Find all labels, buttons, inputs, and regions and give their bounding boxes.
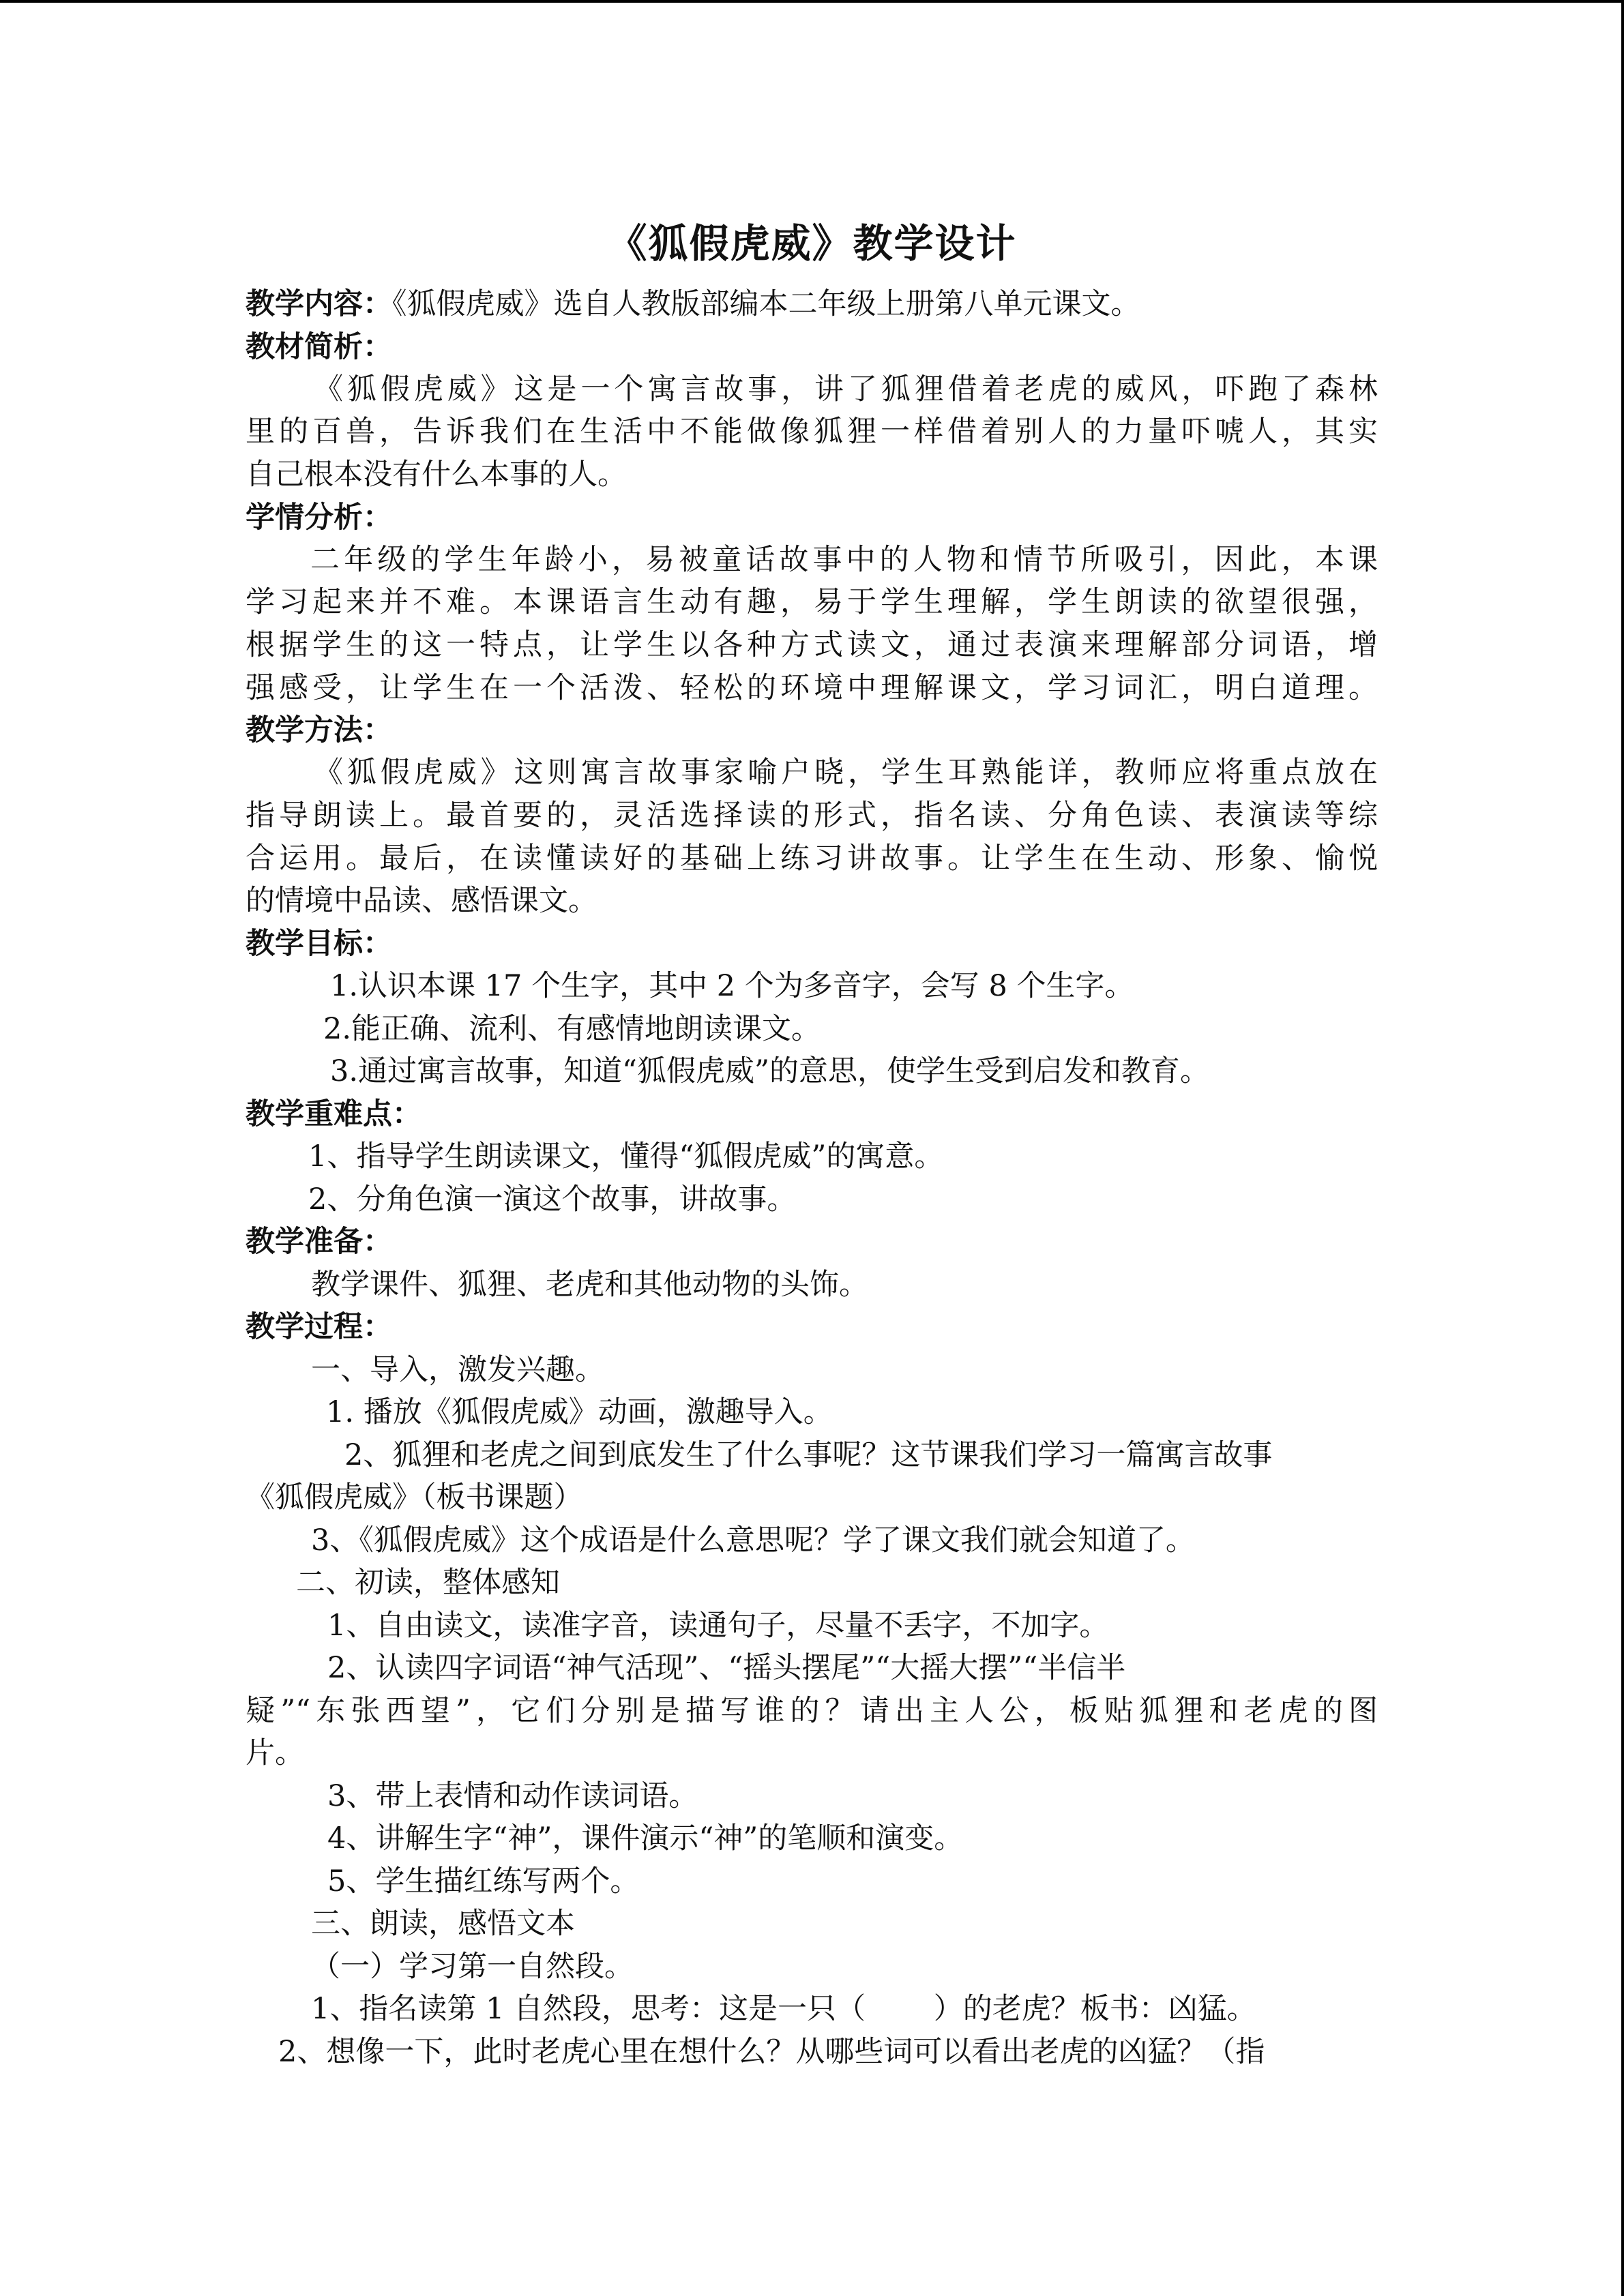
prep-heading: 教学准备：	[246, 1225, 392, 1259]
students-line: 根据学生的这一特点，让学生以各种方式读文，通过表演来理解部分词语，增	[246, 628, 1378, 662]
process-line: 二、初读，整体感知	[296, 1566, 560, 1600]
process-line: 2、想像一下，此时老虎心里在想什么？从哪些词可以看出老虎的凶猛？（指	[278, 2035, 1265, 2069]
process-line: 1、自由读文，读准字音，读通句子，尽量不丢字，不加字。	[327, 1609, 1109, 1643]
material-line: 自己根本没有什么本事的人。	[246, 458, 627, 492]
goal-item: 1.认识本课 17 个生字，其中 2 个为多音字，会写 8 个生字。	[330, 969, 1134, 1003]
process-line: 2、认读四字词语“神气活现”、“摇头摆尾”“大摇大摆”“半信半	[327, 1651, 1126, 1685]
goal-item: 2.能正确、流利、有感情地朗读课文。	[323, 1012, 821, 1046]
process-line: 5、学生描红练写两个。	[327, 1864, 640, 1898]
process-line: 3、带上表情和动作读词语。	[327, 1779, 698, 1813]
students-line: 学习起来并不难。本课语言生动有趣，易于学生理解，学生朗读的欲望很强，	[246, 585, 1378, 619]
process-line: 1、指名读第 1 自然段，思考：这是一只（ ）的老虎？板书：凶猛。	[311, 1992, 1256, 2026]
material-heading: 教材简析：	[246, 330, 392, 364]
prep-text: 教学课件、狐狸、老虎和其他动物的头饰。	[311, 1268, 868, 1302]
method-line: 的情境中品读、感悟课文。	[246, 884, 597, 918]
process-line: 疑”“东张西望”，它们分别是描写谁的？请出主人公，板贴狐狸和老虎的图	[246, 1694, 1378, 1728]
material-line: 里的百兽，告诉我们在生活中不能做像狐狸一样借着别人的力量吓唬人，其实	[246, 415, 1378, 449]
material-line: 《狐假虎威》这是一个寓言故事，讲了狐狸借着老虎的威风，吓跑了森林	[314, 372, 1378, 406]
method-line: 指导朗读上。最首要的，灵活选择读的形式，指名读、分角色读、表演读等综	[246, 799, 1378, 833]
goals-heading: 教学目标：	[246, 927, 392, 961]
process-line: 《狐假虎威》（板书课题）	[246, 1480, 583, 1515]
process-line: 一、导入，激发兴趣。	[311, 1353, 604, 1387]
page-top-border	[0, 0, 1624, 3]
method-line: 《狐假虎威》这则寓言故事家喻户晓，学生耳熟能详，教师应将重点放在	[314, 756, 1378, 790]
content-text: 《狐假虎威》选自人教版部编本二年级上册第八单元课文。	[392, 287, 1140, 321]
key-point: 1、指导学生朗读课文，懂得“狐假虎威”的寓意。	[308, 1139, 944, 1174]
students-line: 强感受，让学生在一个活泼、轻松的环境中理解课文，学习词汇，明白道理。	[246, 671, 1378, 705]
goal-item: 3.通过寓言故事，知道“狐假虎威”的意思，使学生受到启发和教育。	[330, 1054, 1209, 1088]
document-title: 《狐假虎威》教学设计	[607, 220, 1017, 267]
process-line: 三、朗读，感悟文本	[311, 1907, 575, 1941]
key-heading: 教学重难点：	[246, 1097, 422, 1131]
process-line: （一）学习第一自然段。	[311, 1950, 634, 1984]
method-heading: 教学方法：	[246, 713, 392, 747]
method-line: 合运用。最后，在读懂读好的基础上练习讲故事。让学生在生动、形象、愉悦	[246, 841, 1378, 876]
content-row	[246, 284, 1140, 325]
process-line: 片。	[246, 1736, 304, 1770]
key-point: 2、分角色演一演这个故事，讲故事。	[308, 1182, 797, 1217]
process-heading: 教学过程：	[246, 1310, 392, 1344]
process-line: 3、《狐假虎威》这个成语是什么意思呢？学了课文我们就会知道了。	[311, 1523, 1195, 1557]
process-line: 1. 播放《狐假虎威》动画，激趣导入。	[326, 1395, 833, 1429]
students-heading: 学情分析：	[246, 501, 392, 535]
page-right-border	[1621, 0, 1624, 2296]
process-line: 4、讲解生字“神”，课件演示“神”的笔顺和演变。	[327, 1821, 964, 1855]
content-label: 教学内容：	[246, 287, 392, 321]
process-line: 2、狐狸和老虎之间到底发生了什么事呢？这节课我们学习一篇寓言故事	[344, 1438, 1273, 1472]
students-line: 二年级的学生年龄小，易被童话故事中的人物和情节所吸引，因此，本课	[310, 543, 1378, 577]
